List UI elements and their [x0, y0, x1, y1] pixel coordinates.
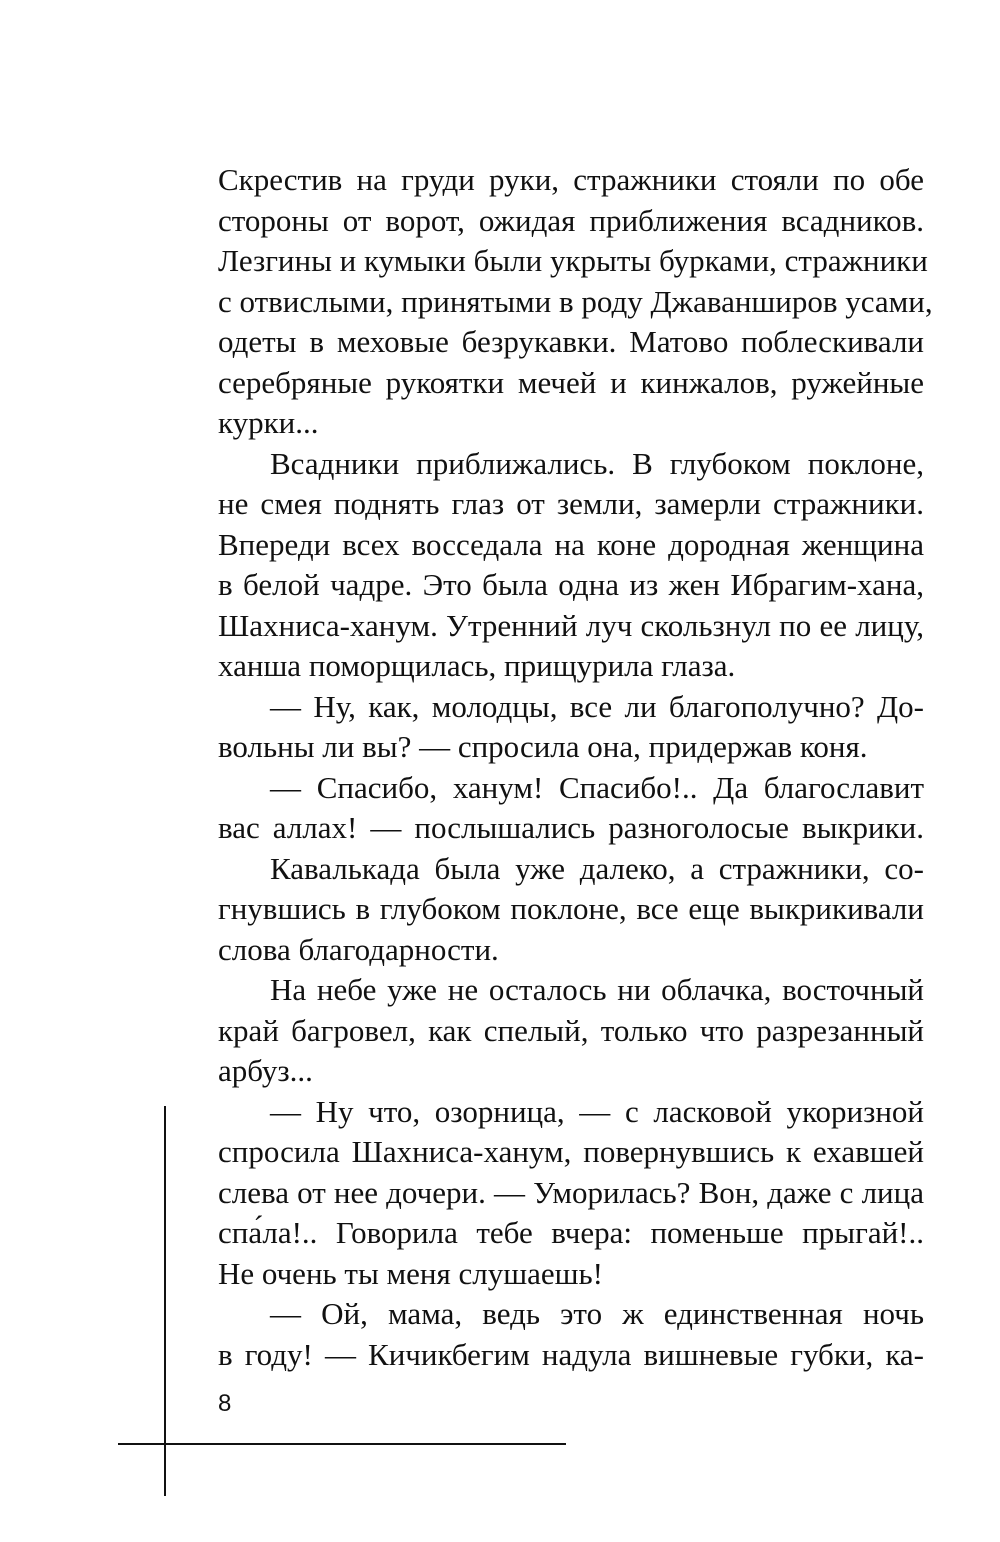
crop-mark-vertical: [164, 1106, 166, 1496]
text-line: не смея поднять глаз от земли, замерли стражники.: [218, 486, 924, 521]
text-line: вас аллах! — послышались разноголосые выкрики.: [218, 810, 924, 845]
text-line: вольны ли вы? — спросила она, придержав коня.: [218, 729, 868, 764]
text-line: арбуз...: [218, 1053, 313, 1088]
text-line: в году! — Кичикбегим надула вишневые губки, ка-: [218, 1336, 924, 1372]
text-line: Скрестив на груди руки, стражники стояли по обе: [218, 162, 924, 197]
text-line: серебряные рукоятки мечей и кинжалов, ружейные: [218, 364, 924, 400]
text-line: Шахниса-ханум. Утренний луч скользнул по ее лицу,: [218, 607, 924, 643]
text-line: стороны от ворот, ожидая приближения всадников.: [218, 202, 924, 238]
text-line: спа́ла!.. Говорила тебе вчера: поменьше прыгай!..: [218, 1215, 924, 1250]
text-line: гнувшись в глубоком поклоне, все еще выкрикивали: [218, 891, 924, 926]
text-line: Всадники приближались. В глубоком поклоне,: [270, 445, 924, 481]
text-line: край багровел, как спелый, только что разрезанный: [218, 1012, 924, 1048]
text-line: — Спасибо, ханум! Спасибо!.. Да благославит: [270, 769, 924, 805]
text-line: — Ну что, озорница, — с ласковой укоризной: [270, 1093, 924, 1129]
text-line: ханша поморщилась, прищурила глаза.: [218, 648, 736, 683]
body-text: [218, 160, 933, 1375]
text-line: слева от нее дочери. — Уморилась? Вон, даже с лица: [218, 1174, 924, 1210]
text-line: одеты в меховые безрукавки. Матово поблескивали: [218, 324, 924, 359]
text-line: Не очень ты меня слушаешь!: [218, 1255, 603, 1291]
text-line: в белой чадре. Это была одна из жен Ибрагим-хана,: [218, 567, 924, 602]
text-line: Лезгины и кумыки были укрыты бурками, стражники: [218, 243, 928, 278]
text-line: курки...: [218, 405, 319, 440]
text-line: На небе уже не осталось ни облачка, восточный: [270, 972, 924, 1007]
text-line: спросила Шахниса-ханум, повернувшись к ехавшей: [218, 1134, 924, 1169]
text-line: Кавалькада была уже далеко, а стражники, со-: [270, 850, 924, 886]
text-line: — Ну, как, молодцы, все ли благополучно? До-: [270, 688, 924, 724]
text-line: — Ой, мама, ведь это ж единственная ночь: [270, 1296, 924, 1331]
text-line: слова благодарности.: [218, 931, 499, 967]
crop-mark-horizontal: [118, 1443, 566, 1445]
text-line: с отвислыми, принятыми в роду Джаванширов усами,: [218, 283, 933, 319]
text-line: Впереди всех восседала на коне дородная женщина: [218, 526, 924, 562]
page-number: 8: [218, 1390, 232, 1417]
